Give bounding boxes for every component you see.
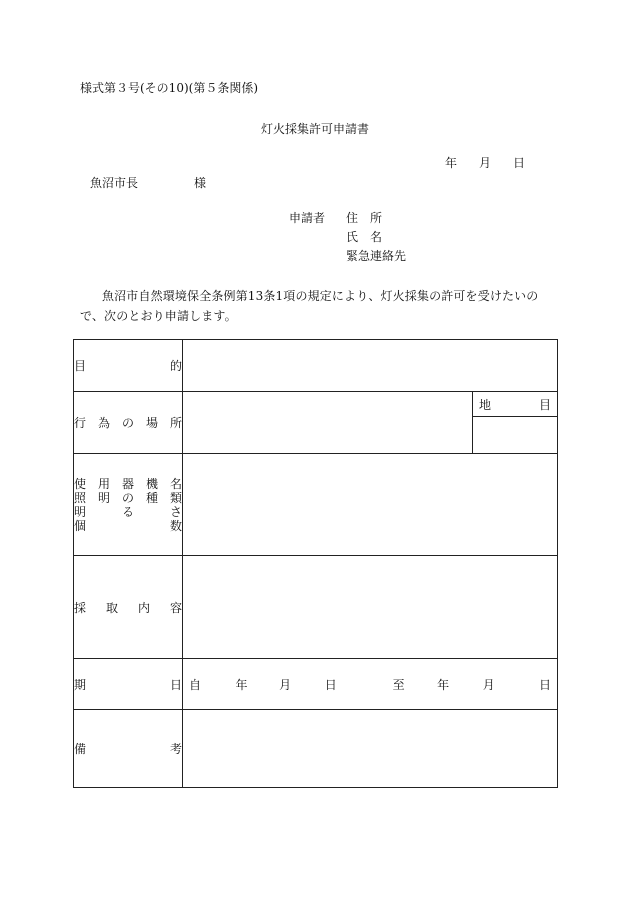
content-label: 採 取 内 容 <box>74 556 183 659</box>
period-from-year: 年 <box>235 677 248 692</box>
applicant-contact-label: 緊急連絡先 <box>346 249 407 263</box>
chiban-column <box>472 392 557 453</box>
application-date <box>445 157 525 169</box>
period-to-year: 年 <box>437 677 450 692</box>
period-label: 期 日 <box>74 659 183 710</box>
remarks-label: 備 考 <box>74 710 183 788</box>
place-field[interactable] <box>183 392 472 453</box>
row-equipment <box>74 454 558 556</box>
applicant-block <box>289 212 406 269</box>
purpose-field[interactable] <box>183 340 558 392</box>
period-to-day: 日 <box>538 677 551 692</box>
addressee-name: 魚沼市長 <box>90 176 139 190</box>
intro-text: 魚沼市自然環境保全条例第13条1項の規定により、灯火採集の許可を受けたいので、次のとおり申請します。 <box>80 289 539 323</box>
equipment-label: 使 用 器 機 名 照 明 の 種 類 明 る さ 個 数 <box>74 454 183 556</box>
applicant-name-label: 氏 名 <box>346 230 383 244</box>
row-purpose <box>74 340 558 392</box>
form-number: 様式第３号(その10)(第５条関係) <box>80 81 258 95</box>
applicant-label: 申請者 <box>289 211 326 225</box>
date-month: 月 <box>479 156 492 170</box>
date-year: 年 <box>445 156 458 170</box>
period-from-month: 月 <box>279 677 292 692</box>
row-period <box>74 659 558 710</box>
period-field[interactable] <box>183 659 558 710</box>
period-to-month: 月 <box>482 677 495 692</box>
remarks-field[interactable] <box>183 710 558 788</box>
chiban-field[interactable] <box>473 417 557 453</box>
equipment-field[interactable] <box>183 454 558 556</box>
date-day: 日 <box>513 156 526 170</box>
row-place <box>74 392 558 454</box>
chiban-label: 地 目 <box>473 392 557 417</box>
applicant-address-label: 住 所 <box>346 211 383 225</box>
addressee-honorific: 様 <box>194 176 207 190</box>
addressee <box>90 177 206 189</box>
application-table <box>73 339 558 788</box>
purpose-label: 目 的 <box>74 340 183 392</box>
place-label: 行 為 の 場 所 <box>74 392 183 454</box>
row-remarks <box>74 710 558 788</box>
document-title: 灯火採集許可申請書 <box>260 122 369 136</box>
row-content <box>74 556 558 659</box>
content-field[interactable] <box>183 556 558 659</box>
period-to: 至 <box>392 677 405 692</box>
period-from: 自 <box>189 677 202 692</box>
period-from-day: 日 <box>324 677 337 692</box>
